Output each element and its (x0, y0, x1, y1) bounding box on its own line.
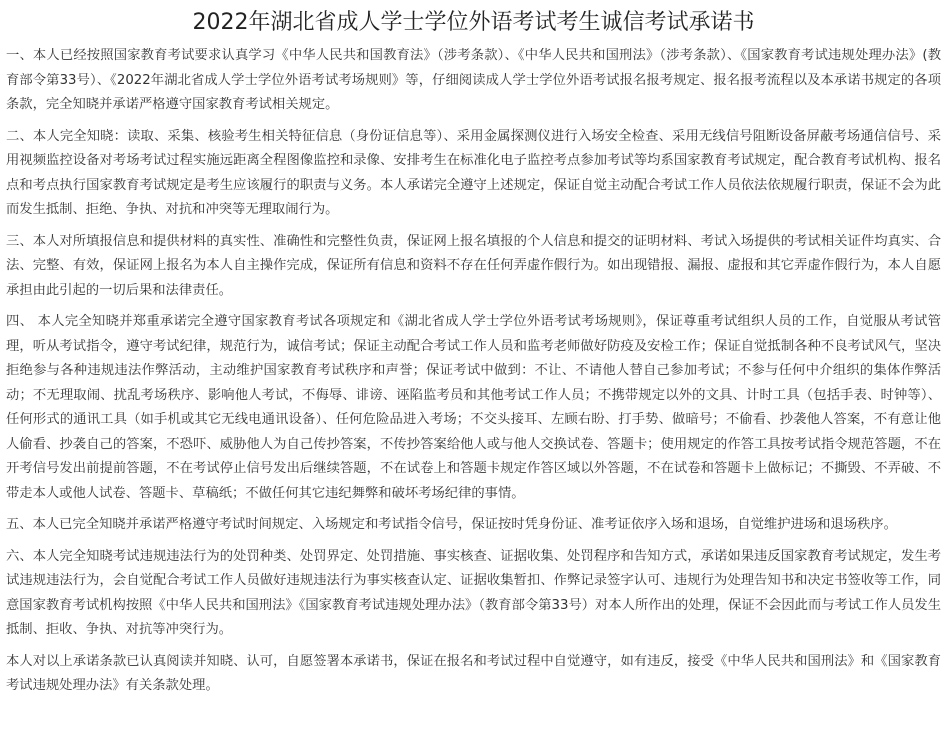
paragraph-4: 四、 本人完全知晓并郑重承诺完全遵守国家教育考试各项规定和《湖北省成人学士学位外语考试考场规则》，保证尊重考试组织人员的工作，自觉服从考试管理，听从考试指令，遵守考试纪律，规范行为，诚信考试；保证主动配合考试工作人员和监考老师做好防疫及安检工作；保证自觉抵制各种不良考试风气，坚决拒绝参与各种违规违法作弊活动，主动维护国家教育考试秩序和声誉；保证考试中做到：不让、不请他人替自己参加考试；不参与任何中介组织的集体作弊活动；不无理取闹、扰乱考场秩序、影响他人考试，不侮辱、诽谤、诬陷监考员和其他考试工作人员；不携带规定以外的文具、计时工具（包括手表、时钟等）、任何形式的通讯工具（如手机或其它无线电通讯设备）、任何危险品进入考场；不交头接耳、左顾右盼、打手势、做暗号；不偷看、抄袭他人答案，不有意让他人偷看、抄袭自己的答案，不恐吓、威胁他人为自己传抄答案，不传抄答案给他人或与他人交换试卷、答题卡；使用规定的作答工具按考试指令规范答题，不在开考信号发出前提前答题，不在考试停止信号发出后继续答题，不在试卷上和答题卡规定作答区域以外答题，不在试卷和答题卡上做标记；不撕毁、不弄破、不带走本人或他人试卷、答题卡、草稿纸；不做任何其它违纪舞弊和破坏考场纪律的事情。 (6, 314, 941, 501)
paragraph-1: 一、本人已经按照国家教育考试要求认真学习《中华人民共和国教育法》（涉考条款）、《中华人民共和国刑法》（涉考条款）、《国家教育考试违规处理办法》(教育部令第33号）、《2022年湖北省成人学士学位外语考试考场规则》等，仔细阅读成人学士学位外语考试报名报考规定、报名报考流程以及本承诺书规定的各项条款，完全知晓并承诺严格遵守国家教育考试相关规定。 (6, 48, 941, 112)
paragraph-3: 三、本人对所填报信息和提供材料的真实性、准确性和完整性负责，保证网上报名填报的个人信息和提交的证明材料、考试入场提供的考试相关证件均真实、合法、完整、有效，保证网上报名为本人自主操作完成，保证所有信息和资料不存在任何弄虚作假行为。如出现错报、漏报、虚报和其它弄虚作假行为，本人自愿承担由此引起的一切后果和法律责任。 (6, 233, 941, 298)
closing-statement: 本人对以上承诺条款已认真阅读并知晓、认可，自愿签署本承诺书，保证在报名和考试过程中自觉遵守，如有违反，接受《中华人民共和国刑法》和《国家教育考试违规处理办法》有关条款处理。 (6, 653, 941, 693)
document-title: 2022年湖北省成人学士学位外语考试考生诚信考试承诺书 (192, 10, 755, 35)
paragraph-2: 二、本人完全知晓：读取、采集、核验考生相关特征信息（身份证信息等）、采用金属探测仪进行入场安全检查、采用无线信号阻断设备屏蔽考场通信信号、采用视频监控设备对考场考试过程实施远距离全程图像监控和录像、安排考生在标准化电子监控考点参加考试等均系国家教育考试规定，配合教育考试机构、报名点和考点执行国家教育考试规定是考生应该履行的职责与义务。本人承诺完全遵守上述规定，保证自觉主动配合考试工作人员依法依规履行职责，保证不会为此而发生抵制、拒绝、争执、对抗和冲突等无理取闹行为。 (6, 128, 941, 217)
paragraph-6: 六、本人完全知晓考试违规违法行为的处罚种类、处罚界定、处罚措施、事实核查、证据收集、处罚程序和告知方式，承诺如果违反国家教育考试规定，发生考试违规违法行为，会自觉配合考试工作人员做好违规违法行为事实核查认定、证据收集暂扣、作弊记录签字认可、违规行为处理告知书和决定书签收等工作，同意国家教育考试机构按照《中华人民共和国刑法》《国家教育考试违规处理办法》（教育部令第33号）对本人所作出的处理，保证不会因此而与考试工作人员发生抵制、拒收、争执、对抗等冲突行为。 (6, 548, 941, 637)
paragraph-5: 五、本人已完全知晓并承诺严格遵守考试时间规定、入场规定和考试指令信号，保证按时凭身份证、准考证依序入场和退场，自觉维护进场和退场秩序。 (6, 517, 897, 532)
